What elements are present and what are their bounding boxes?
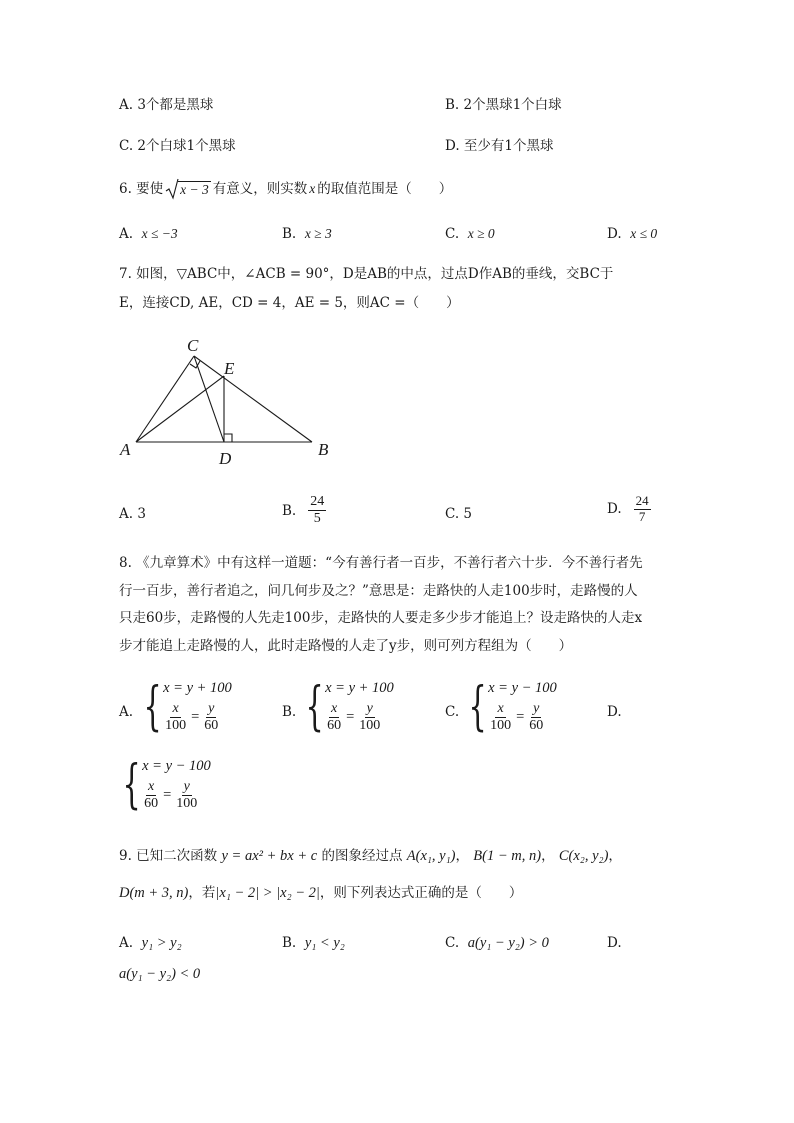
q7-option-d [607,494,651,525]
q7-option-c: C. 5 [445,506,473,522]
frac-den: 100 [165,718,187,734]
q6-option-c-label: C. [445,226,460,242]
q7-triangle-figure [112,330,342,470]
frac-den: 60 [529,718,544,734]
q6-option-a-expr: x ≤ −3 [141,226,178,241]
q9-option-c-expr: a(y₁ − y₂) > 0 [467,935,549,951]
q9-option-c [445,935,549,952]
q6-tail: 的取值范围是（ ） [317,180,453,197]
q9-stem-line2 [119,885,522,902]
sqrt-sign-icon [165,178,179,200]
q6-var: x [309,180,316,196]
frac-num: y [531,701,541,718]
frac-num: y [206,701,216,718]
q8-option-b-system [302,677,394,738]
q7-option-b-label: B. [282,502,297,519]
q8-option-c-frac2 [527,701,545,734]
q5-option-c: C. 2个白球1个黑球 [119,138,236,154]
label-e: E [224,359,235,378]
q9-option-b-label: B. [282,935,297,951]
frac-num: y [365,701,375,718]
equals-sign: = [191,709,200,726]
q8-option-a-frac2 [202,701,220,734]
q8-option-c-label: C. [445,704,460,720]
q8-option-b-frac1 [325,701,343,734]
equals-sign: = [516,709,525,726]
q6-option-d [607,226,657,242]
q6-radicand: x − 3 [180,181,209,197]
label-b: B [318,440,329,459]
frac-num: y [182,779,192,796]
q9-point-a: A(x₁, y₁) [406,848,456,864]
frac-den: 60 [204,718,219,734]
frac-den: 100 [359,718,381,734]
q9-option-a [119,935,182,952]
q8-option-d-eq1: x = y − 100 [142,758,211,774]
q6-option-b [282,226,332,242]
label-c: C [187,336,199,355]
frac-num: x [329,701,339,718]
q9-prefix: 9. 已知二次函数 [119,848,218,864]
q5-option-b: B. 2个黑球1个白球 [445,97,562,113]
q6-option-b-label: B. [282,226,297,242]
q6-option-b-expr: x ≥ 3 [304,226,332,241]
q9-mid: 的图象经过点 [321,848,403,864]
frac-den: 100 [490,718,512,734]
q8-stem-line1: 8. 《九章算术》中有这样一道题：“今有善行者一百步，不善行者六十步．今不善行者先 [119,555,643,571]
q7-option-d-num: 24 [635,493,649,508]
frac-den: 60 [327,718,342,734]
q8-option-d-system [119,755,211,816]
q9-point-b: B(1 − m, n) [473,848,542,864]
q7-stem-line2: E，连接CD, AE，CD = 4，AE = 5，则AC =（ ） [119,295,460,311]
q9-option-a-label: A. [119,935,134,951]
q6-stem [119,178,452,200]
q8-option-c-eq1: x = y − 100 [488,680,557,696]
q9-condition: |x₁ − 2| > |x₂ − 2| [215,885,320,901]
q6-option-d-label: D. [607,226,622,242]
q6-suffix: 有意义，则实数 [212,180,308,197]
q8-option-b-frac2 [357,701,382,734]
q9-function: y = ax² + bx + c [221,848,318,864]
q8-option-a-eq1: x = y + 100 [163,680,232,696]
q8-option-c-system [465,677,557,738]
frac-num: x [146,779,156,796]
brace-icon: { [143,677,162,738]
segment-ae [136,376,224,442]
frac-num: x [170,701,180,718]
q8-option-b-eq1: x = y + 100 [325,680,394,696]
equals-sign: = [163,787,172,804]
q6-option-a [119,226,178,242]
q8-option-c-frac1 [488,701,513,734]
frac-num: x [495,701,505,718]
q9-option-b [282,935,345,952]
q9-option-c-label: C. [445,935,460,951]
segment-ac [136,356,194,442]
q7-option-d-fraction [634,494,651,525]
frac-den: 100 [176,796,198,812]
q7-option-b-num: 24 [308,494,326,511]
q6-option-d-expr: x ≤ 0 [630,226,658,241]
q8-option-d-label: D. [607,704,622,720]
brace-icon: { [122,755,141,816]
q7-option-b [282,494,326,527]
label-d: D [219,449,232,468]
q5-option-a: A. 3个都是黑球 [119,97,214,113]
q7-option-b-fraction [308,494,326,527]
segment-cb [194,356,312,442]
q9-option-d-expr: a(y₁ − y₂) < 0 [119,966,201,982]
q5-option-d: D. 至少有1个黑球 [445,138,554,154]
frac-den: 60 [144,796,159,812]
q8-stem-line3: 只走60步，走路慢的人先走100步，走路快的人要走多少步才能追上？设走路快的人走x [119,610,643,626]
q8-option-a-label: A. [119,704,134,720]
q8-option-a-frac1 [163,701,188,734]
q7-option-d-den: 7 [638,508,646,524]
q9-point-c: C(x₂, y₂) [558,848,609,864]
q8-option-d-frac1 [142,779,160,812]
brace-icon: { [468,677,487,738]
label-a: A [120,440,131,459]
q8-option-a-system [140,677,232,738]
q9-stem-line1: 9. 已知二次函数 y = ax² + bx + c 的图象经过点 A(x₁, y₁)， B(1 − m, n)， C(x₂, y₂)， [119,848,622,864]
q9-option-b-expr: y₁ < y₂ [304,935,345,951]
q9-option-d-label: D. [607,935,622,951]
q7-option-d-label: D. [607,501,622,518]
q6-option-c-expr: x ≥ 0 [467,226,495,241]
segment-cd [194,356,224,442]
right-angle-mark-c [190,361,200,368]
right-angle-mark-d [224,434,232,442]
brace-icon: { [305,677,324,738]
q6-option-c [445,226,495,242]
q9-cond-prefix: ，若 [188,885,216,901]
q8-stem-line4: 步才能追上走路慢的人，此时走路慢的人走了y步，则可列方程组为（ ） [119,638,573,654]
q9-cond-suffix: ，则下列表达式正确的是（ ） [319,885,523,901]
q7-stem-line1: 7. 如图，▽ABC中，∠ACB = 90°，D是AB的中点，过点D作AB的垂线，交BC于 [119,266,614,282]
q8-stem-line2: 行一百步，善行者追之，问几何步及之？”意思是：走路快的人走100步时，走路慢的人 [119,583,638,599]
equals-sign: = [346,709,355,726]
q6-prefix: 6. 要使 [119,180,164,197]
q8-option-b-label: B. [282,704,297,720]
q8-option-d-frac2 [174,779,199,812]
q9-option-a-expr: y₁ > y₂ [141,935,182,951]
q7-option-b-den: 5 [313,511,321,527]
q9-point-d: D(m + 3, n) [119,885,189,901]
q7-option-a: A. 3 [119,506,146,522]
q6-option-a-label: A. [119,226,134,242]
